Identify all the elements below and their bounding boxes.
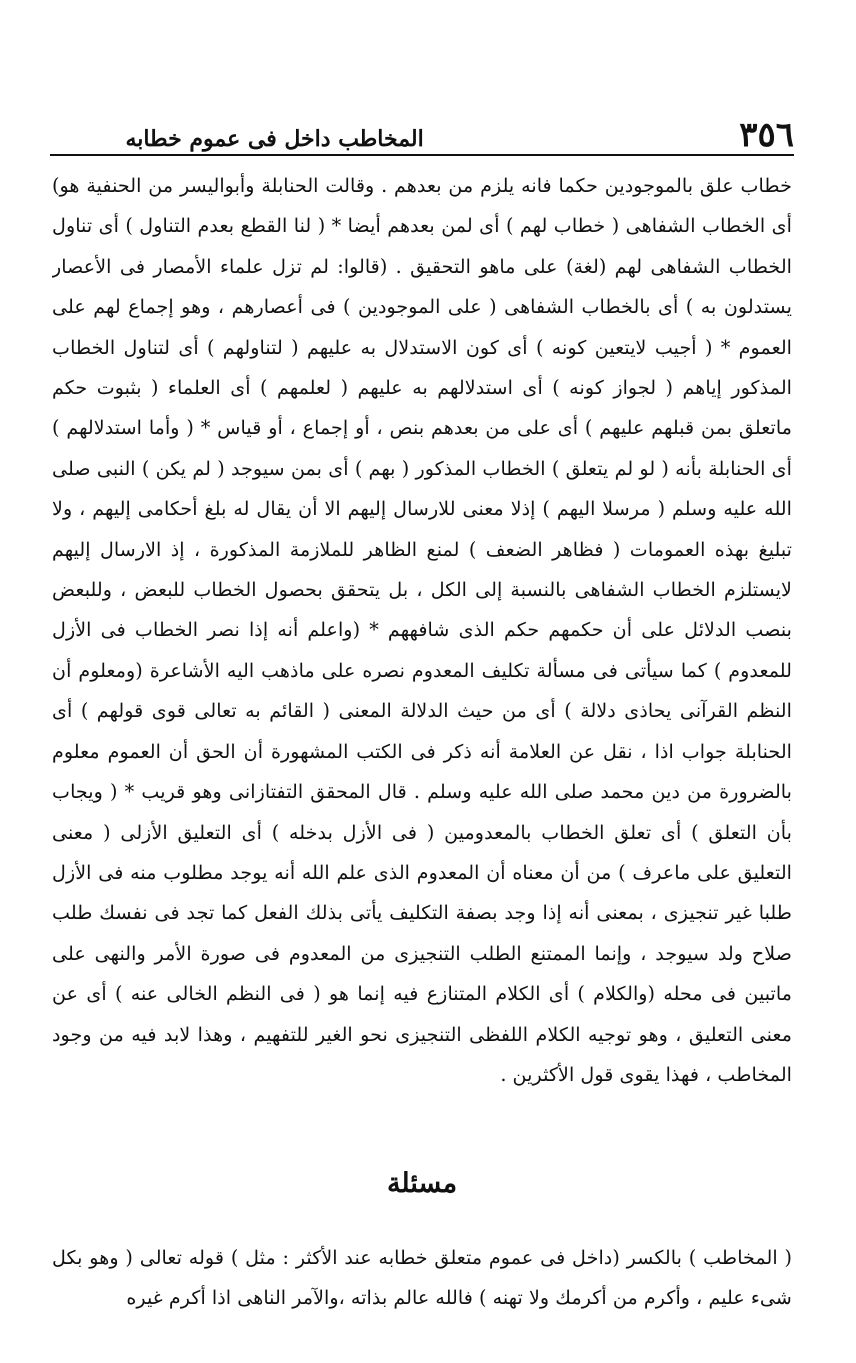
page-header: [50, 100, 794, 155]
section-heading: مسئلة: [386, 1168, 458, 1199]
running-title: المخاطب داخل فى عموم خطابه: [125, 125, 424, 152]
page-number: ٣٥٦: [739, 115, 794, 155]
section-paragraph: ( المخاطب ) بالكسر (داخل فى عموم متعلق خطابه عند الأكثر : مثل ) قوله تعالى ( وهو بكل شىء عليم ، وأكرم من أكرمك ولا تهنه ) فالله عالم بذاته ،والآمر الناهى اذا أكرم غيره: [52, 1246, 792, 1310]
main-paragraph: خطاب علق بالموجودين حكما فانه يلزم من بعدهم . وقالت الحنابلة وأبواليسر من الحنفية هو) أى الخطاب الشفاهى ( خطاب لهم ) أى لمن بعدهم أيضا * ( لنا القطع بعدم التناول ) أى تناول الخطاب الشفاهى لهم (لغة) على ماهو التحقيق . (قالوا: لم تزل علماء الأمصار فى الأعصار يستدلون به ) أى بالخطاب الشفاهى ( على الموجودين ) فى أعصارهم ، وهو إجماع لهم على العموم * ( أجيب لايتعين كونه ) أى كون الاستدلال به عليهم ( لتناولهم ) أى لتناول الخطاب المذكور إياهم ( لجواز كونه ) أى استدلالهم به عليهم ( لعلمهم ) أى العلماء ( بثبوت حكم ماتعلق بمن قبلهم عليهم ) أى على من بعدهم بنص ، أو إجماع ، أو قياس * ( وأما استدلالهم ) أى الحنابلة بأنه ( لو لم يتعلق ) الخطاب المذكور ( بهم ) أى بمن سيوجد ( لم يكن ) النبى صلى الله عليه وسلم ( مرسلا اليهم ) إذلا معنى للارسال إليهم الا أن يقال له بلغ أحكامى إليهم ، ولا تبليغ بهذه العمومات ( فظاهر الضعف ) لمنع الظاهر للملازمة المذكورة ، إذ الارسال إليهم لايستلزم الخطاب الشفاهى بالنسبة إلى الكل ، بل يتحقق بحصول الخطاب للبعض ، وللبعض بنصب الدلائل على أن حكمهم حكم الذى شافههم * (واعلم أنه إذا نصر الخطاب فى الأزل للمعدوم ) كما سيأتى فى مسألة تكليف المعدوم نصره على ماذهب اليه الأشاعرة (ومعلوم أن النظم القرآنى يحاذى دلالة ) أى من حيث الدلالة المعنى ( القائم به تعالى قوى قولهم ) أى الحنابلة جواب اذا ، نقل عن العلامة أنه ذكر فى الكتب المشهورة أن الحق أن العموم معلوم بالضرورة من دين محمد صلى الله عليه وسلم . قال المحقق التفتازانى وهو قريب * ( ويجاب بأن التعلق ) أى تعلق الخطاب بالمعدومين ( فى الأزل بدخله ) أى التعليق الأزلى ( معنى التعليق على ماعرف ) من أن معناه أن المعدوم الذى علم الله أنه يوجد مطلوب منه فى الأزل طلبا غير تنجيزى ، بمعنى أنه إذا وجد بصفة التكليف يأتى بذلك الفعل كما تجد فى نفسك طلب صلاح ولد سيوجد ، وإنما الممتنع الطلب التنجيزى من المعدوم فى صورة الأمر والنهى على ماتبين فى محله (والكلام ) أى الكلام المتنازع فيه إنما هو ( فى النظم الخالى عنه ) أى عن معنى التعليق ، وهو توجيه الكلام اللفظى التنجيزى نحو الغير للتفهيم ، وهذا لابد فيه من وجود المخاطب ، فهذا يقوى قول الأكثرين .: [52, 174, 792, 1086]
header-rule: [50, 154, 794, 156]
